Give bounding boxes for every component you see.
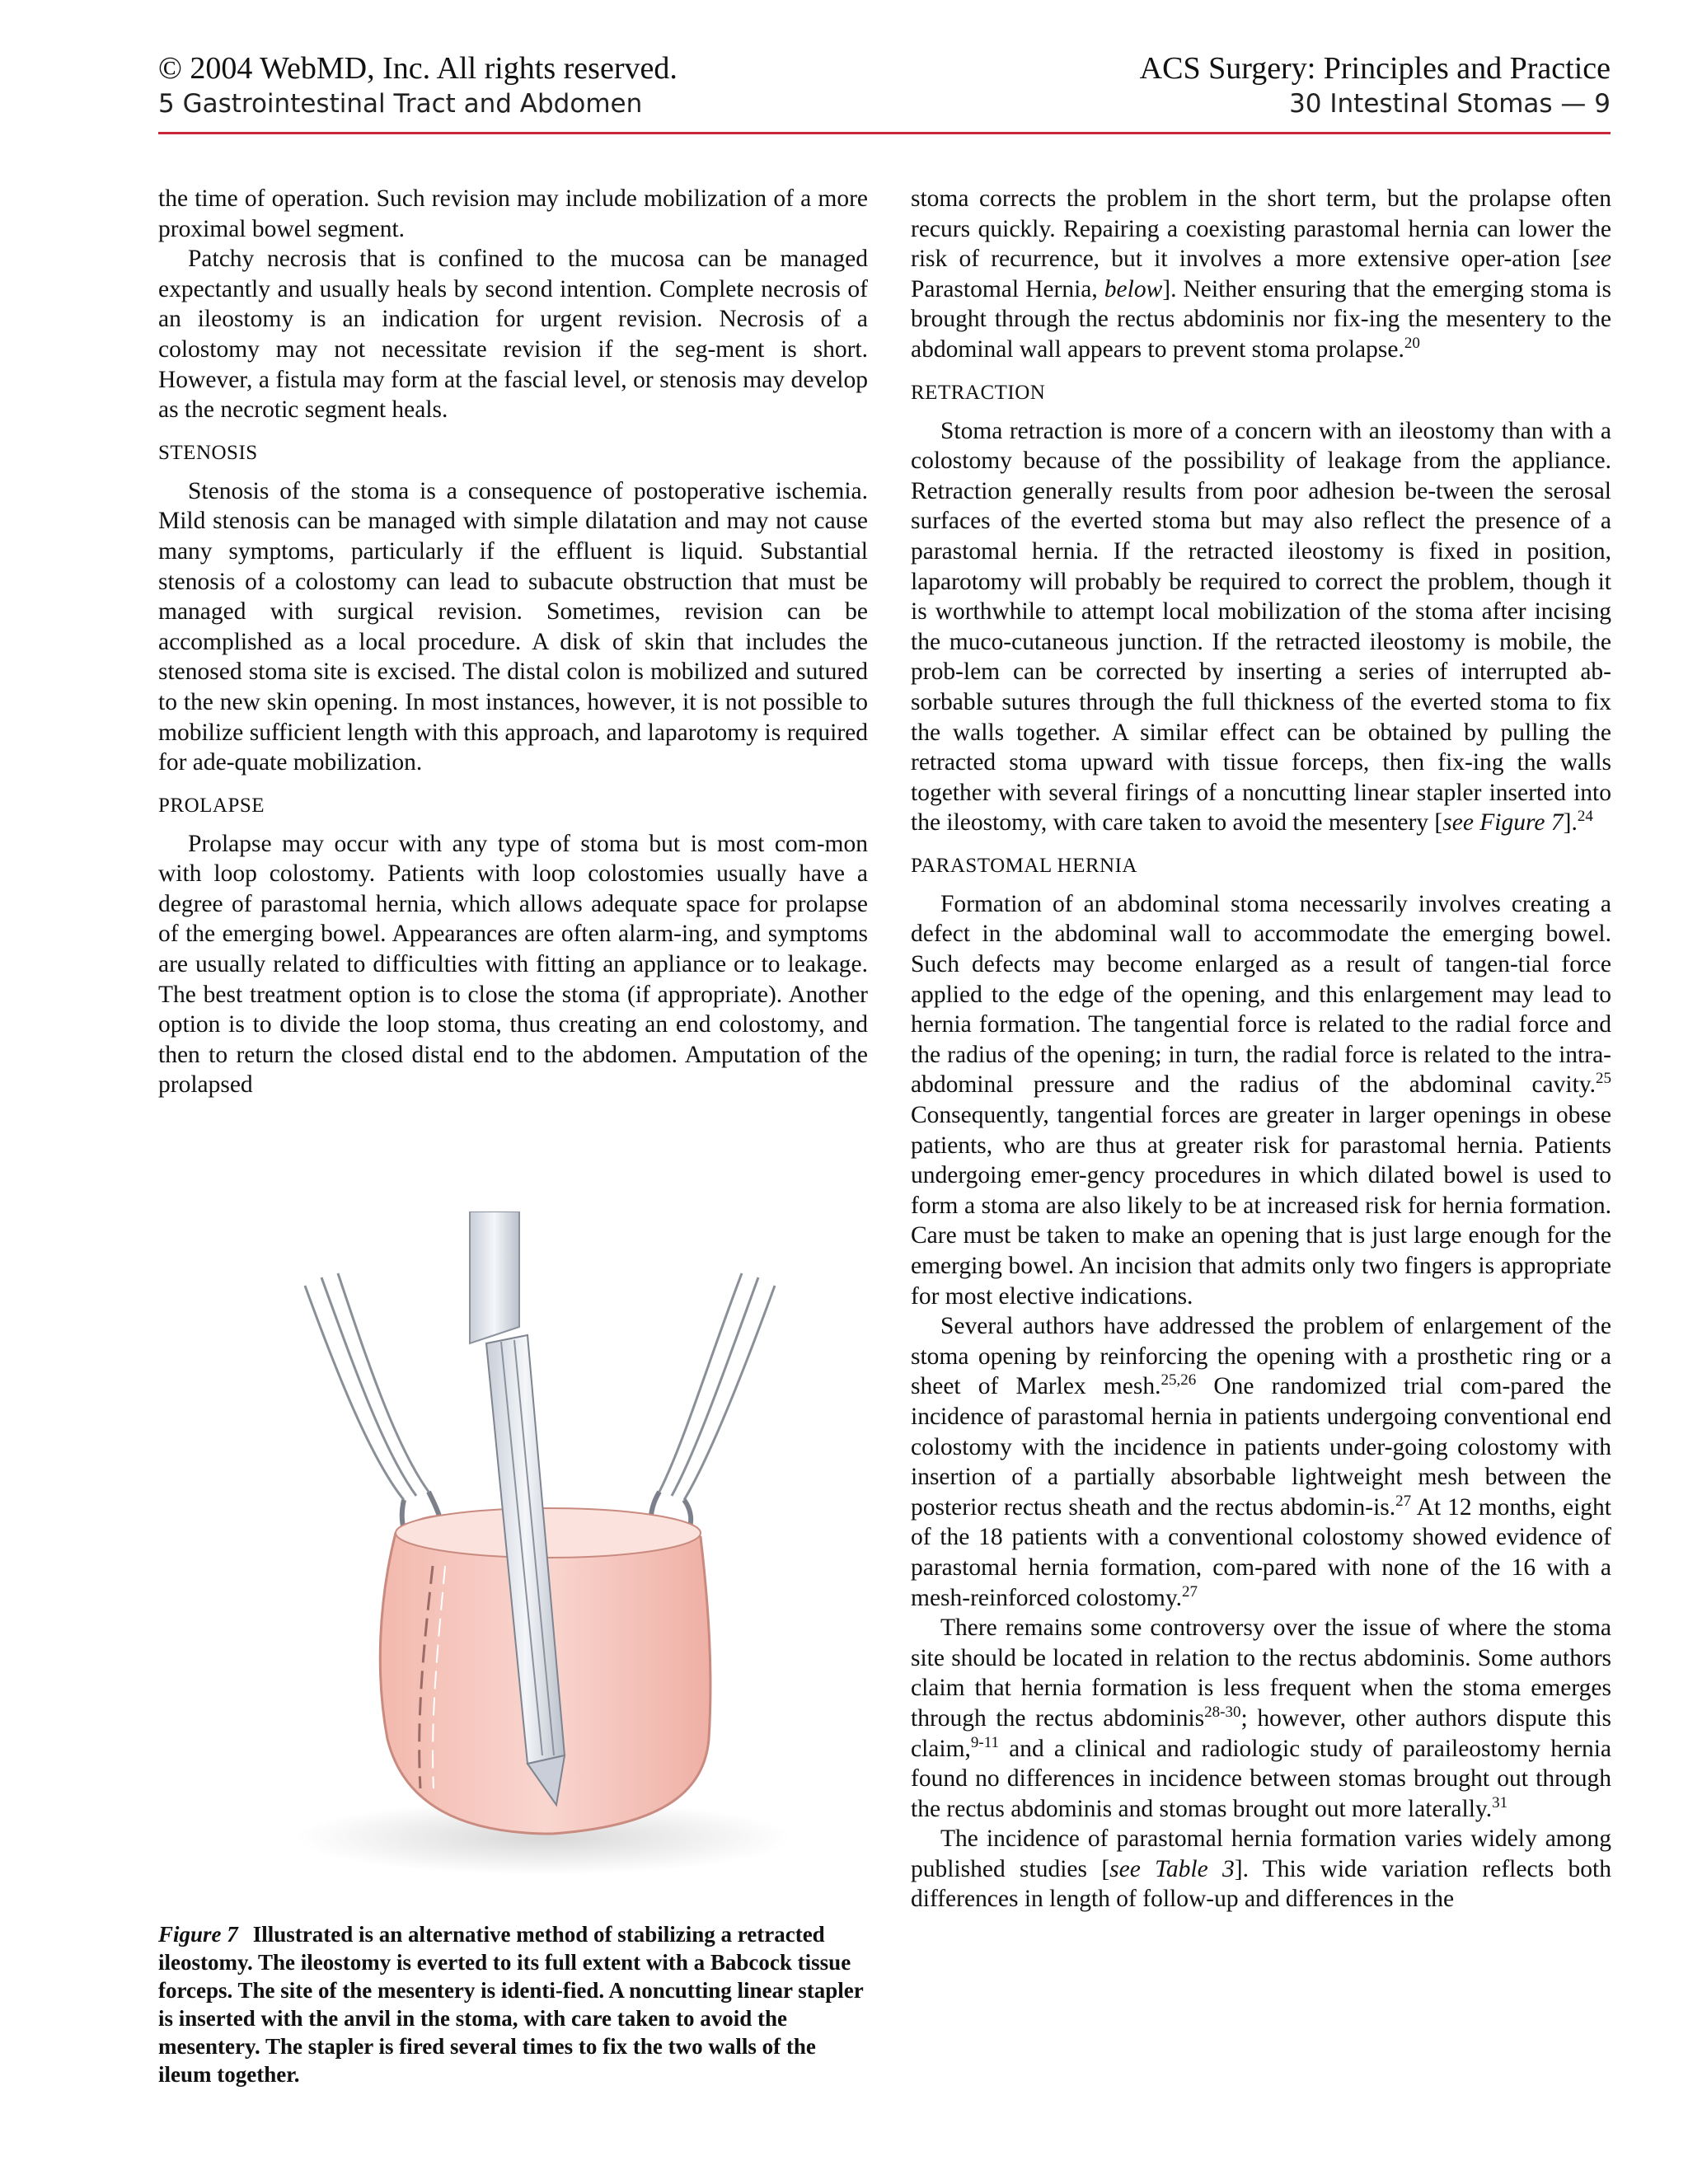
paragraph: Stenosis of the stoma is a consequence of postoperative ischemia. Mild stenosis can be managed with simple dilatation and may not cause many symptoms, particularly if the effluent is liquid. Substantial stenosis of a colostomy can lead to subacute obstruction that must be managed with surgical revision. Sometimes, revision can be accomplished as a local procedure. A disk of skin that includes the stenosed stoma site is excised. The distal colon is mobilized and sutured to the new skin opening. In most instances, however, it is not possible to mobilize sufficient length with this approach, and laparotomy is required for ade-quate mobilization. bbox=[158, 477, 868, 776]
text-run: ]. Neither ensuring that the emerging stoma is brought through the rectus abdominis nor fix-ing the mesentery to the abdominal wall appears to prevent stoma prolapse. bbox=[911, 275, 1611, 363]
citation: 27 bbox=[1395, 1492, 1412, 1510]
text-run: Parastomal Hernia, bbox=[911, 275, 1104, 302]
babcock-forceps-left bbox=[305, 1273, 442, 1547]
paragraph bbox=[911, 184, 1611, 365]
copyright-notice: © 2004 WebMD, Inc. All rights reserved. bbox=[158, 51, 678, 86]
section-heading-parastomal-hernia: PARASTOMAL HERNIA bbox=[911, 854, 1137, 877]
text-run: ]. This wide variation reflects both differences in length of follow-up and differences in the bbox=[911, 1855, 1612, 1913]
text-run: ; however, other authors dispute this claim, bbox=[911, 1704, 1611, 1762]
paragraph: Prolapse may occur with any type of stoma but is most com-mon with loop colostomy. Patients with loop colostomies usually have a degree of parastomal hernia, which allows adequate space for prolapse of the emerging bowel. Appearances are often alarm-ing, and symptoms are usually related to difficulties with fitting an appliance or to leakage. The best treatment option is to close the stoma (if appropriate). Another option is to divide the loop stoma, thus creating an end colostomy, and then to return the closed distal end to the abdomen. Amputation of the prolapsed bbox=[158, 830, 868, 1099]
section-title: 5 Gastrointestinal Tract and Abdomen bbox=[158, 89, 643, 119]
left-column bbox=[158, 184, 868, 1100]
text-run: Stoma retraction is more of a concern with an ileostomy than with a colostomy because of the possibility of leakage from the appliance. Retraction generally results from poor adhesion be-tween the serosal surfaces of the everted stoma but may also reflect the presence of a parastomal hernia. If the retracted ileostomy is fixed in position, laparotomy will probably be required to correct the problem, though it is worthwhile to attempt local mobilization of the stoma after incising the muco-cutaneous junction. If the retracted ileostomy is mobile, the prob-lem can be corrected by inserting a series of interrupted ab-sorbable sutures through the full thickness of the everted stoma to fix the walls together. A similar effect can be obtained by pulling the retracted stoma upward with tissue forceps, then fix-ing the walls together with several firings of a noncutting linear stapler inserted into the ileostomy, with care taken to avoid the mesentery [ bbox=[911, 417, 1611, 837]
citation: 28-30 bbox=[1204, 1704, 1241, 1722]
text-run: and a clinical and radiologic study of paraileostomy hernia found no differences in incidence between stomas brought out through the rectus abdominis and stomas brought out more laterally. bbox=[911, 1735, 1611, 1822]
caption-text: Illustrated is an alternative method of stabilizing a retracted ileostomy. The ileostomy is everted to its full extent with a Babcock tissue forceps. The site of the mesentery is identi-fied. A noncutting linear stapler is inserted with the anvil in the stoma, with care taken to avoid the mesentery. The stapler is fired several times to fix the two walls of the ileum together. bbox=[158, 1922, 864, 2087]
citation: 20 bbox=[1404, 335, 1420, 353]
text-run: ]. bbox=[1563, 809, 1578, 837]
text-run: The incidence of parastomal hernia formation varies widely among published studies [ bbox=[911, 1825, 1611, 1882]
text-run: Formation of an abdominal stoma necessarily involves creating a defect in the abdominal wall to accommodate the emerging bowel. Such defects may become enlarged as a result of tangen-tial force applied to the edge of the opening, and this enlargement may lead to hernia formation. The tangential force is related to the radial force and the radius of the opening; in turn, the radial force is related to the intra-abdominal pressure and the radius of the abdominal cavity. bbox=[911, 890, 1611, 1099]
running-header-right bbox=[1140, 49, 1611, 120]
section-heading-stenosis: STENOSIS bbox=[158, 441, 258, 464]
figure-7-illustration bbox=[280, 1212, 841, 1887]
paragraph bbox=[911, 1824, 1611, 1915]
running-header-left bbox=[158, 49, 678, 120]
section-heading-retraction: RETRACTION bbox=[911, 381, 1046, 404]
paragraph bbox=[911, 1311, 1611, 1613]
stoma-lumen-rim bbox=[396, 1508, 701, 1558]
paragraph bbox=[911, 1613, 1611, 1824]
citation: 24 bbox=[1577, 808, 1593, 826]
header-rule bbox=[158, 132, 1611, 134]
text-run: There remains some controversy over the issue of where the stoma site should be located in relation to the rectus abdominis. Some authors claim that hernia formation is less frequent when the stoma emerges through the rectus abdominis bbox=[911, 1615, 1611, 1732]
figure-caption bbox=[158, 1920, 868, 2088]
stapler-ileostomy-drawing bbox=[280, 1212, 841, 1887]
text-run: One randomized trial com-pared the incidence of parastomal hernia in patients undergoing conventional end colostomy with the incidence in patients under-going colostomy with insertion of a partially absorbable lightweight mesh between the posterior rectus sheath and the rectus abdomin-is. bbox=[911, 1373, 1611, 1521]
figure-label: Figure 7 bbox=[158, 1922, 238, 1947]
book-title: ACS Surgery: Principles and Practice bbox=[1139, 51, 1611, 86]
chapter-page: 30 Intestinal Stomas — 9 bbox=[1289, 89, 1611, 119]
citation: 31 bbox=[1492, 1793, 1508, 1811]
paragraph bbox=[911, 889, 1611, 1311]
cross-reference: below bbox=[1104, 275, 1163, 302]
text-run: Several authors have addressed the problem of enlargement of the stoma opening by reinforcing the opening with a prosthetic ring or a sheet of Marlex mesh. bbox=[911, 1313, 1611, 1400]
right-column bbox=[911, 184, 1611, 1915]
text-run: At 12 months, eight of the 18 patients with a conventional colostomy showed evidence of parastomal hernia formation, com-pared with none of the 16 with a mesh-reinforced colostomy. bbox=[911, 1493, 1611, 1611]
babcock-forceps-right bbox=[651, 1273, 775, 1545]
cross-reference: see Figure 7 bbox=[1442, 809, 1564, 837]
citation: 25 bbox=[1596, 1070, 1611, 1088]
text-run: stoma corrects the problem in the short term, but the prolapse often recurs quickly. Repairing a coexisting parastomal hernia can lower the risk of recurrence, but it involves a more extensive oper-ation [ bbox=[911, 185, 1611, 273]
text-run: Consequently, tangential forces are greater in larger openings in obese patients, who are thus at greater risk for parastomal hernia. Patients undergoing emer-gency procedures in which dilated bowel is used to form a stoma are also likely to be at increased risk for hernia formation. Care must be taken to make an opening that is just large enough for the emerging bowel. An incision that admits only two fingers is appropriate for most elective indications. bbox=[911, 1102, 1611, 1310]
section-heading-prolapse: PROLAPSE bbox=[158, 794, 265, 817]
cross-reference: see bbox=[1580, 246, 1611, 273]
paragraph bbox=[911, 416, 1611, 838]
paragraph: Patchy necrosis that is confined to the mucosa can be managed expectantly and usually heals by second intention. Complete necrosis of an ileostomy is an indication for urgent revision. Necrosis of a colostomy may not necessitate revision if the seg-ment is short. However, a fistula may form at the fascial level, or stenosis may develop as the necrotic segment heals. bbox=[158, 246, 868, 424]
paragraph: the time of operation. Such revision may include mobilization of a more proximal bowel segment. bbox=[158, 185, 868, 242]
cross-reference: see Table 3 bbox=[1109, 1855, 1235, 1882]
citation: 27 bbox=[1182, 1582, 1198, 1601]
citation: 9-11 bbox=[970, 1733, 1000, 1751]
citation: 25,26 bbox=[1160, 1371, 1197, 1390]
